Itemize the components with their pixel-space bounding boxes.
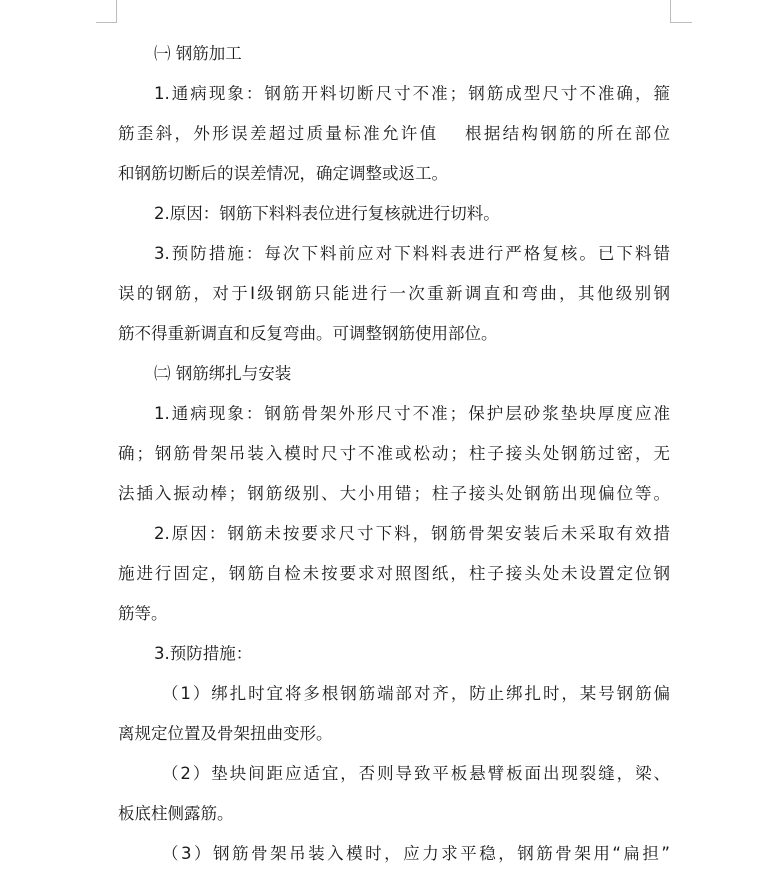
list-item-line: （1）绑扎时宜将多根钢筋端部对齐，防止绑扎时，某号钢筋偏: [162, 684, 670, 703]
paragraph-line: 确；钢筋骨架吊装入模时尺寸不准或松动；柱子接头处钢筋过密，无: [118, 444, 670, 463]
crop-mark-top-left: [96, 22, 117, 23]
paragraph-line: 施进行固定，钢筋自检未按要求对照图纸，柱子接头处未设置定位钢: [118, 564, 670, 583]
paragraph-line: 1.通病现象：钢筋骨架外形尺寸不准；保护层砂浆垫块厚度应准: [154, 404, 670, 423]
crop-mark-top-right: [670, 22, 692, 23]
paragraph-line: 筋不得重新调直和反复弯曲。可调整钢筋使用部位。: [118, 324, 498, 343]
paragraph-line: 法插入振动棒；钢筋级别、大小用错；柱子接头处钢筋出现偏位等。: [118, 484, 670, 503]
paragraph-line: 筋等。: [118, 604, 168, 623]
paragraph-line: 3.预防措施：: [154, 644, 253, 663]
heading-steel-processing: ㈠ 钢筋加工: [154, 44, 242, 63]
paragraph-line: 3.预防措施：每次下料前应对下料料表进行严格复核。已下料错: [154, 244, 670, 263]
list-item-line: 离规定位置及骨架扭曲变形。: [118, 724, 333, 743]
crop-mark-top-right: [670, 0, 671, 22]
crop-mark-top-left: [116, 0, 117, 22]
paragraph-line: 1.通病现象：钢筋开料切断尺寸不准；钢筋成型尺寸不准确，箍: [154, 84, 670, 103]
paragraph-line: 筋歪斜，外形误差超过质量标准允许值 根据结构钢筋的所在部位: [118, 124, 670, 143]
list-item-line: 板底柱侧露筋。: [118, 804, 234, 823]
paragraph-line: 2.原因：钢筋未按要求尺寸下料，钢筋骨架安装后未采取有效措: [154, 524, 670, 543]
paragraph-line: 误的钢筋，对于Ⅰ级钢筋只能进行一次重新调直和弯曲，其他级别钢: [118, 284, 670, 303]
paragraph-line: 2.原因：钢筋下料料表位进行复核就进行切料。: [154, 204, 500, 223]
list-item-line: （2）垫块间距应适宜，否则导致平板悬臂板面出现裂缝，梁、: [162, 764, 670, 783]
paragraph-line: 和钢筋切断后的误差情况，确定调整或返工。: [118, 164, 448, 183]
document-body[interactable]: [118, 34, 670, 874]
list-item-line: （3）钢筋骨架吊装入模时，应力求平稳，钢筋骨架用“扁担”: [162, 844, 670, 863]
heading-steel-binding: ㈡ 钢筋绑扎与安装: [154, 364, 292, 383]
